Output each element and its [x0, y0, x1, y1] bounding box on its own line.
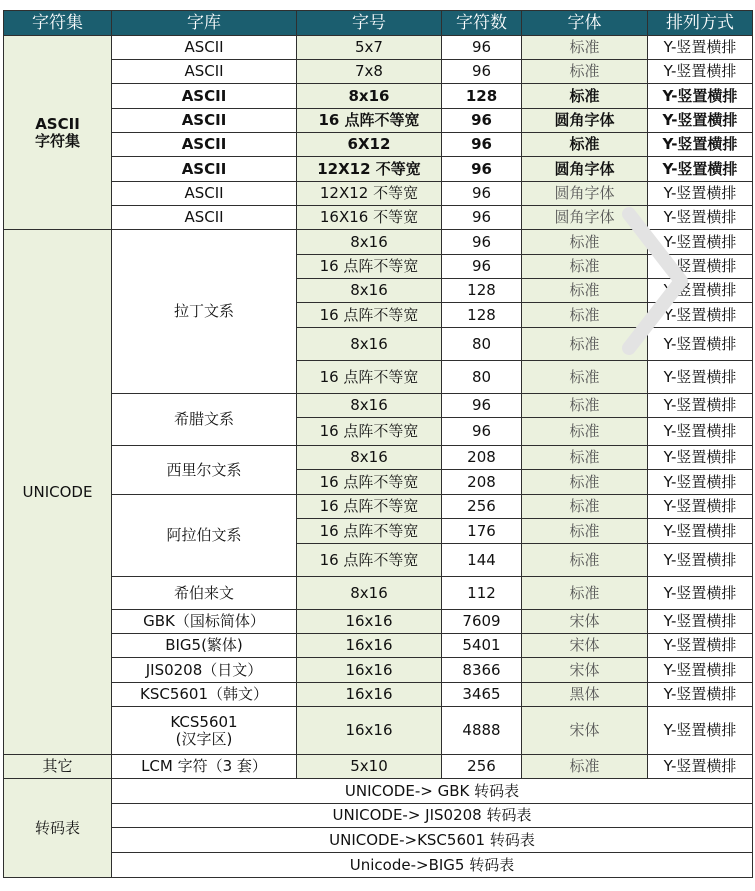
header-count: 字符数 [442, 11, 522, 36]
library-cell: ASCII [112, 84, 297, 109]
table-row [4, 446, 753, 470]
font-cell: 圆角字体 [522, 206, 648, 230]
arrangement-cell: Y-竖置横排 [648, 60, 753, 84]
library-cell [112, 634, 297, 658]
library-cell [112, 610, 297, 634]
arrangement-cell: Y-竖置横排 [648, 755, 753, 779]
arrangement-cell: Y-竖置横排 [648, 610, 753, 634]
library-cell: ASCII [112, 36, 297, 60]
size-cell: 8x16 [297, 328, 442, 361]
table-row [4, 610, 753, 634]
conversion-table-cell: UNICODE-> GBK 转码表 [112, 779, 753, 804]
table-header-row [4, 11, 753, 36]
font-cell: 标准 [522, 519, 648, 544]
font-cell: 标准 [522, 230, 648, 255]
font-cell: 标准 [522, 255, 648, 279]
size-cell: 8x16 [297, 394, 442, 418]
count-cell: 96 [442, 157, 522, 182]
library-label-line: BIG5(繁体) [165, 636, 243, 655]
arrangement-cell: Y-竖置横排 [648, 544, 753, 577]
table-row [4, 495, 753, 519]
count-cell: 256 [442, 755, 522, 779]
arrangement-cell: Y-竖置横排 [648, 157, 753, 182]
table-body [4, 36, 753, 878]
library-cell [112, 683, 297, 707]
library-cell: ASCII [112, 157, 297, 182]
table-row [4, 828, 753, 853]
arrangement-cell: Y-竖置横排 [648, 109, 753, 133]
library-label-line: (汉字区) [175, 729, 233, 748]
library-label-line: KCS5601 [170, 713, 238, 731]
size-cell: 16 点阵不等宽 [297, 418, 442, 446]
table-row [4, 206, 753, 230]
count-cell: 112 [442, 577, 522, 610]
library-cell-subgroup: 阿拉伯文系 [112, 495, 297, 577]
arrangement-cell: Y-竖置横排 [648, 36, 753, 60]
table-row [4, 157, 753, 182]
font-cell: 标准 [522, 446, 648, 470]
arrangement-cell: Y-竖置横排 [648, 446, 753, 470]
count-cell: 96 [442, 109, 522, 133]
font-cell: 标准 [522, 84, 648, 109]
font-cell: 标准 [522, 361, 648, 394]
count-cell: 128 [442, 84, 522, 109]
size-cell: 16x16 [297, 658, 442, 683]
library-cell: LCM 字符（3 套） [112, 755, 297, 779]
count-cell: 96 [442, 182, 522, 206]
arrangement-cell: Y-竖置横排 [648, 519, 753, 544]
size-cell: 12X12 不等宽 [297, 157, 442, 182]
arrangement-cell: Y-竖置横排 [648, 84, 753, 109]
table-row [4, 634, 753, 658]
arrangement-cell: Y-竖置横排 [648, 658, 753, 683]
header-charset: 字符集 [4, 11, 112, 36]
size-cell: 16x16 [297, 610, 442, 634]
count-cell: 208 [442, 446, 522, 470]
size-cell: 16 点阵不等宽 [297, 495, 442, 519]
table-row [4, 658, 753, 683]
count-cell: 208 [442, 470, 522, 495]
arrangement-cell: Y-竖置横排 [648, 255, 753, 279]
font-cell: 圆角字体 [522, 182, 648, 206]
font-cell: 圆角字体 [522, 157, 648, 182]
size-cell: 16x16 [297, 707, 442, 755]
count-cell: 5401 [442, 634, 522, 658]
charset-cell-unicode: UNICODE [4, 230, 112, 755]
size-cell: 8x16 [297, 230, 442, 255]
library-cell-subgroup: 希腊文系 [112, 394, 297, 446]
size-cell: 16 点阵不等宽 [297, 470, 442, 495]
font-library-table [3, 10, 753, 878]
library-cell [112, 658, 297, 683]
conversion-table-cell: Unicode->BIG5 转码表 [112, 853, 753, 878]
size-cell: 7x8 [297, 60, 442, 84]
size-cell: 16 点阵不等宽 [297, 303, 442, 328]
header-size: 字号 [297, 11, 442, 36]
font-cell: 标准 [522, 418, 648, 446]
font-cell: 标准 [522, 755, 648, 779]
size-cell: 8x16 [297, 84, 442, 109]
count-cell: 176 [442, 519, 522, 544]
count-cell: 96 [442, 394, 522, 418]
charset-label-line: ASCII [35, 115, 80, 133]
table-row [4, 182, 753, 206]
table-row [4, 133, 753, 157]
arrangement-cell: Y-竖置横排 [648, 683, 753, 707]
size-cell: 5x7 [297, 36, 442, 60]
arrangement-cell: Y-竖置横排 [648, 182, 753, 206]
table-row [4, 60, 753, 84]
font-cell: 标准 [522, 279, 648, 303]
font-cell: 标准 [522, 577, 648, 610]
font-cell: 宋体 [522, 610, 648, 634]
library-cell: ASCII [112, 109, 297, 133]
size-cell: 16x16 [297, 683, 442, 707]
library-label-line: KSC5601（韩文） [139, 685, 268, 704]
count-cell: 96 [442, 418, 522, 446]
table-row [4, 779, 753, 804]
count-cell: 7609 [442, 610, 522, 634]
table-row [4, 683, 753, 707]
font-cell: 标准 [522, 544, 648, 577]
table-row [4, 230, 753, 255]
font-cell: 标准 [522, 133, 648, 157]
font-cell: 圆角字体 [522, 109, 648, 133]
font-cell: 标准 [522, 36, 648, 60]
font-cell: 标准 [522, 394, 648, 418]
arrangement-cell: Y-竖置横排 [648, 470, 753, 495]
size-cell: 16x16 [297, 634, 442, 658]
table-row [4, 707, 753, 755]
count-cell: 128 [442, 279, 522, 303]
table-row [4, 755, 753, 779]
arrangement-cell: Y-竖置横排 [648, 230, 753, 255]
header-arrangement: 排列方式 [648, 11, 753, 36]
table-row [4, 109, 753, 133]
library-cell [112, 707, 297, 755]
count-cell: 256 [442, 495, 522, 519]
library-label-line: JIS0208（日文） [145, 660, 263, 679]
count-cell: 4888 [442, 707, 522, 755]
size-cell: 16 点阵不等宽 [297, 361, 442, 394]
table-row [4, 36, 753, 60]
arrangement-cell: Y-竖置横排 [648, 279, 753, 303]
library-cell: ASCII [112, 60, 297, 84]
table-row [4, 84, 753, 109]
font-cell: 标准 [522, 470, 648, 495]
size-cell: 16X16 不等宽 [297, 206, 442, 230]
arrangement-cell: Y-竖置横排 [648, 495, 753, 519]
arrangement-cell: Y-竖置横排 [648, 634, 753, 658]
table-row [4, 577, 753, 610]
arrangement-cell: Y-竖置横排 [648, 577, 753, 610]
library-cell-subgroup: 拉丁文系 [112, 230, 297, 394]
font-cell: 标准 [522, 60, 648, 84]
charset-label-line: 字符集 [34, 131, 80, 150]
arrangement-cell: Y-竖置横排 [648, 707, 753, 755]
font-cell: 宋体 [522, 707, 648, 755]
font-cell: 宋体 [522, 658, 648, 683]
size-cell: 16 点阵不等宽 [297, 255, 442, 279]
header-library: 字库 [112, 11, 297, 36]
arrangement-cell: Y-竖置横排 [648, 133, 753, 157]
count-cell: 96 [442, 230, 522, 255]
size-cell: 12X12 不等宽 [297, 182, 442, 206]
charset-cell-other: 其它 [4, 755, 112, 779]
count-cell: 96 [442, 133, 522, 157]
library-cell: ASCII [112, 133, 297, 157]
arrangement-cell: Y-竖置横排 [648, 206, 753, 230]
library-cell: ASCII [112, 182, 297, 206]
font-cell: 标准 [522, 328, 648, 361]
arrangement-cell: Y-竖置横排 [648, 418, 753, 446]
charset-cell-ascii [4, 36, 112, 230]
size-cell: 8x16 [297, 446, 442, 470]
table-row [4, 853, 753, 878]
charset-cell-convert: 转码表 [4, 779, 112, 878]
count-cell: 96 [442, 60, 522, 84]
arrangement-cell: Y-竖置横排 [648, 394, 753, 418]
arrangement-cell: Y-竖置横排 [648, 328, 753, 361]
table-row [4, 804, 753, 828]
arrangement-cell: Y-竖置横排 [648, 361, 753, 394]
size-cell: 8x16 [297, 577, 442, 610]
count-cell: 128 [442, 303, 522, 328]
size-cell: 16 点阵不等宽 [297, 109, 442, 133]
count-cell: 96 [442, 206, 522, 230]
count-cell: 96 [442, 255, 522, 279]
conversion-table-cell: UNICODE-> JIS0208 转码表 [112, 804, 753, 828]
library-cell-subgroup: 西里尔文系 [112, 446, 297, 495]
conversion-table-cell: UNICODE->KSC5601 转码表 [112, 828, 753, 853]
count-cell: 8366 [442, 658, 522, 683]
size-cell: 5x10 [297, 755, 442, 779]
count-cell: 80 [442, 361, 522, 394]
table-row [4, 394, 753, 418]
font-cell: 黑体 [522, 683, 648, 707]
library-cell-subgroup: 希伯来文 [112, 577, 297, 610]
font-cell: 宋体 [522, 634, 648, 658]
count-cell: 144 [442, 544, 522, 577]
size-cell: 6X12 [297, 133, 442, 157]
font-library-table-sheet [3, 10, 752, 888]
size-cell: 16 点阵不等宽 [297, 519, 442, 544]
library-cell: ASCII [112, 206, 297, 230]
count-cell: 3465 [442, 683, 522, 707]
library-label-line: GBK（国标简体） [143, 612, 265, 631]
header-font: 字体 [522, 11, 648, 36]
arrangement-cell: Y-竖置横排 [648, 303, 753, 328]
size-cell: 16 点阵不等宽 [297, 544, 442, 577]
size-cell: 8x16 [297, 279, 442, 303]
font-cell: 标准 [522, 495, 648, 519]
font-cell: 标准 [522, 303, 648, 328]
count-cell: 96 [442, 36, 522, 60]
count-cell: 80 [442, 328, 522, 361]
